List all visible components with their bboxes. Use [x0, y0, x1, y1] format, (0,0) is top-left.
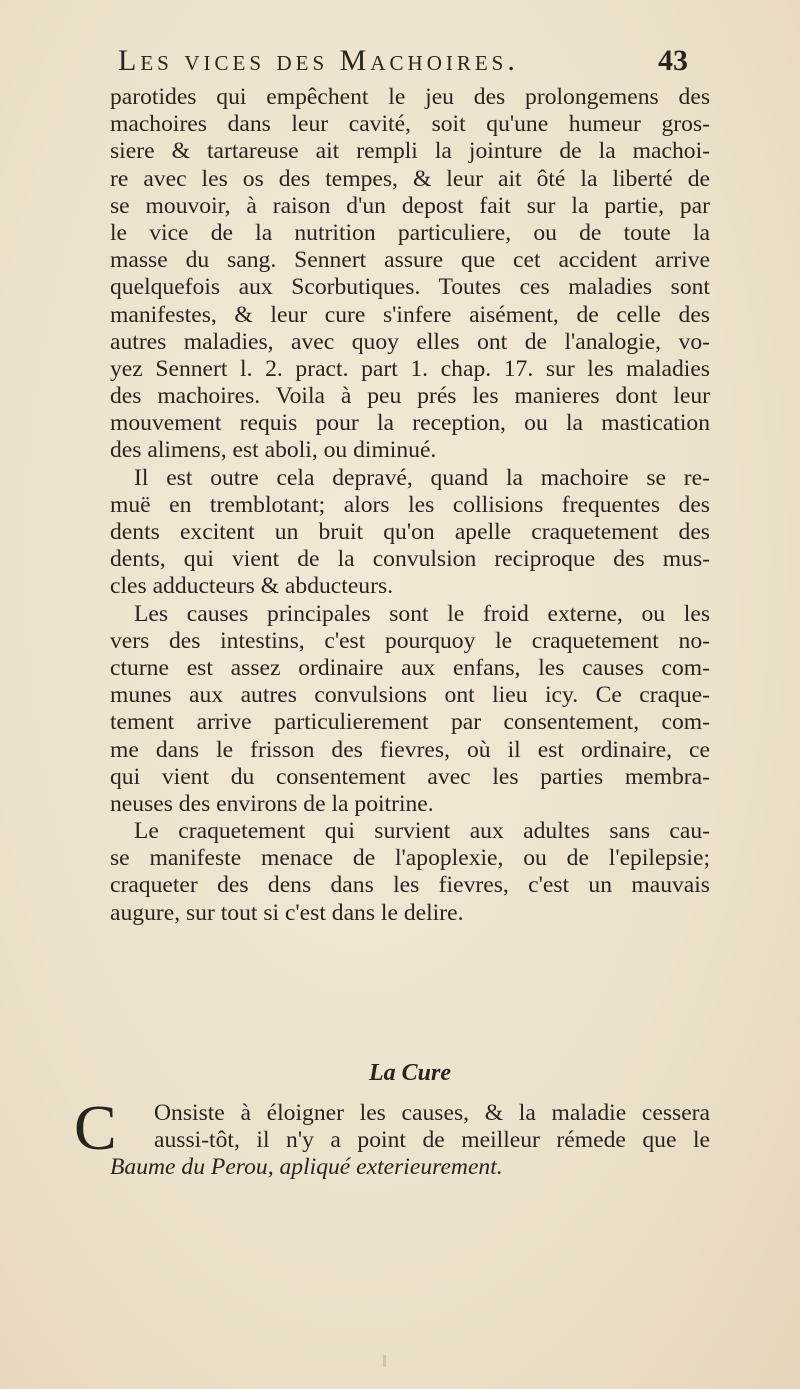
text-line: Baume du Perou, apliqué exterieurement.	[110, 1154, 503, 1181]
text-line: autres maladies, avec quoy elles ont de l'analogie, vo-	[110, 328, 710, 355]
text-line: neuses des environs de la poitrine.	[110, 790, 434, 817]
text-line: le vice de la nutrition particuliere, ou de toute la	[110, 219, 710, 246]
body-text	[110, 84, 710, 927]
text-line: cturne est assez ordinaire aux enfans, les causes com-	[110, 654, 710, 681]
text-line: Le craquetement qui survient aux adultes sans cau-	[134, 818, 710, 845]
text-line: me dans le frisson des fievres, où il est ordinaire, ce	[110, 736, 710, 763]
text-line: quelquefois aux Scorbutiques. Toutes ces maladies sont	[110, 274, 710, 301]
page-header	[110, 40, 688, 80]
drop-cap: C	[74, 1092, 117, 1163]
running-title: Les vices des Machoires.	[118, 44, 519, 77]
section-title: La Cure	[368, 1060, 451, 1086]
text-line: cles adducteurs & abducteurs.	[110, 573, 394, 600]
text-line: siere & tartareuse ait rempli la jointure de la machoi-	[110, 138, 710, 165]
text-line: munes aux autres convulsions ont lieu icy. Ce craque-	[110, 682, 710, 709]
text-line: des alimens, est aboli, ou diminué.	[110, 437, 437, 464]
text-line: craqueter des dens dans les fievres, c'est un mauvais	[110, 872, 710, 899]
text-line: masse du sang. Sennert assure que cet accident arrive	[110, 247, 710, 274]
text-line: qui vient du consentement avec les parties membra-	[110, 763, 710, 790]
text-line: vers des intestins, c'est pourquoy le craquetement no-	[110, 627, 710, 654]
text-line: dents excitent un bruit qu'on apelle craquetement des	[110, 519, 710, 545]
text-line: Il est outre cela depravé, quand la machoire se re-	[134, 464, 710, 491]
text-line: aussi-tôt, il n'y a point de meilleur rémede que le	[154, 1127, 710, 1154]
text-line: muë en tremblotant; alors les collisions frequentes des	[110, 491, 710, 518]
text-line: parotides qui empêchent le jeu des prolongemens des	[110, 84, 710, 110]
page-number: 43	[658, 44, 688, 77]
text-line: se mouvoir, à raison d'un depost fait sur la partie, par	[110, 192, 710, 219]
text-line: Les causes principales sont le froid externe, ou les	[134, 600, 710, 627]
ink-mark	[383, 1355, 386, 1367]
text-line: manifestes, & leur cure s'infere aisément, de celle des	[110, 301, 710, 328]
text-line: mouvement requis pour la reception, ou la mastication	[110, 410, 710, 437]
text-line: augure, sur tout si c'est dans le delire.	[110, 899, 464, 926]
text-line: re avec les os des tempes, & leur ait ôté la liberté de	[110, 165, 710, 192]
text-line: dents, qui vient de la convulsion reciproque des mus-	[110, 546, 710, 573]
text-line: se manifeste menace de l'apoplexie, ou de l'epilepsie;	[110, 845, 710, 872]
text-line: Onsiste à éloigner les causes, & la maladie cessera	[154, 1100, 710, 1126]
cure-paragraph	[74, 1092, 710, 1182]
text-line: tement arrive particulierement par consentement, com-	[110, 709, 710, 736]
text-line: machoires dans leur cavité, soit qu'une humeur gros-	[110, 111, 710, 138]
text-line: des machoires. Voila à peu prés les manieres dont leur	[110, 383, 710, 410]
text-line: yez Sennert l. 2. pract. part 1. chap. 17. sur les maladies	[110, 355, 710, 382]
